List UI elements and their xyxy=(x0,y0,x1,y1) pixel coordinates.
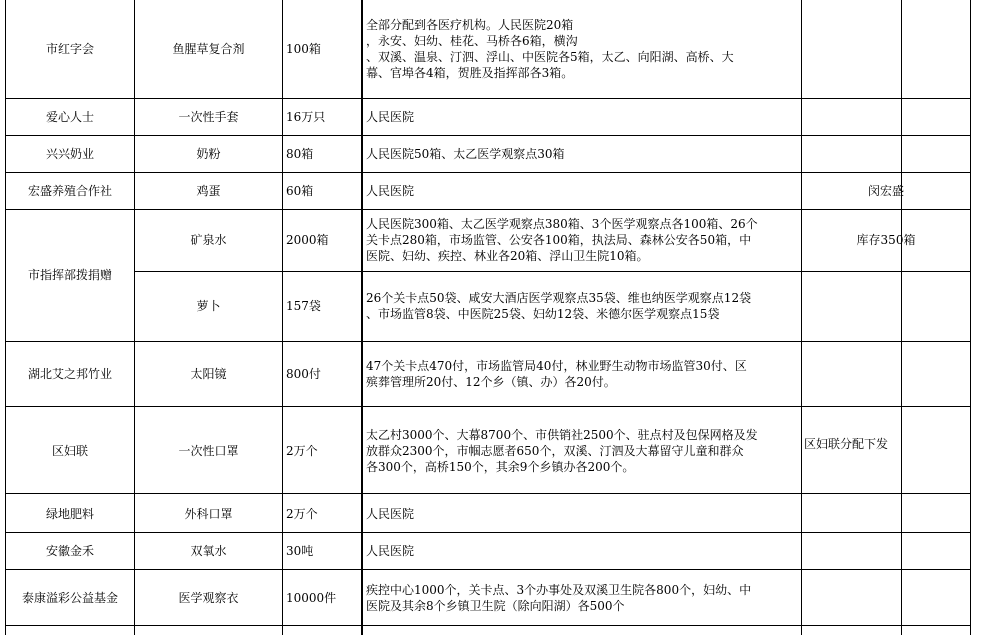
donor-cell: 爱心人士 xyxy=(45,110,94,124)
grid-line xyxy=(5,493,971,494)
qty-cell: 157袋 xyxy=(286,299,321,313)
distribution-line: 各300个，高桥150个，其余9个乡镇办各200个。 xyxy=(366,460,635,474)
distribution-line: 人民医院 xyxy=(366,110,415,124)
qty-cell: 2万个 xyxy=(286,507,318,521)
item-cell: 鱼腥草复合剂 xyxy=(172,42,245,56)
distribution-line: 殡葬管理所20付、12个乡（镇、办）各20付。 xyxy=(366,375,616,389)
item-cell: 外科口罩 xyxy=(184,507,233,521)
donor-cell: 宏盛养殖合作社 xyxy=(27,184,112,198)
item-cell: 太阳镜 xyxy=(190,367,227,381)
note-cell: 区妇联分配下发 xyxy=(804,437,889,451)
item-cell: 奶粉 xyxy=(196,147,221,161)
qty-cell: 2万个 xyxy=(286,444,318,458)
item-cell: 一次性口罩 xyxy=(178,444,239,458)
grid-line xyxy=(5,569,971,570)
donor-cell: 湖北艾之邦竹业 xyxy=(27,367,112,381)
item-cell: 一次性手套 xyxy=(178,110,239,124)
item-cell: 双氧水 xyxy=(190,544,227,558)
donor-cell: 绿地肥料 xyxy=(45,507,94,521)
grid-line xyxy=(5,135,971,136)
grid-line xyxy=(5,341,971,342)
donor-cell: 市红字会 xyxy=(45,42,94,56)
distribution-line: 医院、妇幼、疾控、林业各20箱、浮山卫生院10箱。 xyxy=(366,249,649,263)
grid-line xyxy=(282,0,283,635)
distribution-line: 26个关卡点50袋、咸安大酒店医学观察点35袋、维也纳医学观察点12袋 xyxy=(366,291,752,305)
distribution-line: ，永安、妇幼、桂花、马桥各6箱，横沟 xyxy=(366,34,578,48)
grid-line xyxy=(901,0,902,635)
note-cell: 闵宏盛 xyxy=(867,184,904,198)
distribution-line: 全部分配到各医疗机构。人民医院20箱 xyxy=(366,18,574,32)
grid-line xyxy=(970,0,971,635)
qty-cell: 16万只 xyxy=(286,110,326,124)
qty-cell: 10000件 xyxy=(286,591,337,605)
distribution-line: 人民医院 xyxy=(366,184,415,198)
qty-cell: 80箱 xyxy=(286,147,314,161)
qty-cell: 100箱 xyxy=(286,42,321,56)
grid-line xyxy=(5,625,971,626)
qty-cell: 30吨 xyxy=(286,544,314,558)
distribution-line: 、双溪、温泉、汀泗、浮山、中医院各5箱，太乙、向阳湖、高桥、大 xyxy=(366,50,734,64)
qty-cell: 800付 xyxy=(286,367,321,381)
grid-line xyxy=(801,0,802,635)
distribution-line: 放群众2300个，市帼志愿者650个，双溪、汀泗及大幕留守儿童和群众 xyxy=(366,444,744,458)
donor-cell: 泰康溢彩公益基金 xyxy=(21,591,118,605)
note-cell: 库存350箱 xyxy=(856,233,916,247)
donor-cell: 安徽金禾 xyxy=(45,544,94,558)
item-cell: 鸡蛋 xyxy=(196,184,221,198)
qty-cell: 60箱 xyxy=(286,184,314,198)
grid-line xyxy=(5,98,971,99)
donor-cell: 区妇联 xyxy=(51,444,88,458)
grid-line xyxy=(5,172,971,173)
distribution-line: 人民医院300箱、太乙医学观察点380箱、3个医学观察点各100箱、26个 xyxy=(366,217,758,231)
donor-cell: 兴兴奶业 xyxy=(45,147,94,161)
grid-line xyxy=(5,209,971,210)
distribution-line: 太乙村3000个、大幕8700个、市供销社2500个、驻点村及包保网格及发 xyxy=(366,428,758,442)
distribution-line: 人民医院 xyxy=(366,544,415,558)
donor-cell: 市指挥部拨捐赠 xyxy=(27,268,112,282)
distribution-line: 人民医院 xyxy=(366,507,415,521)
grid-line xyxy=(5,406,971,407)
grid-line xyxy=(5,532,971,533)
item-cell: 萝卜 xyxy=(196,299,221,313)
grid-line xyxy=(134,0,135,635)
distribution-line: 47个关卡点470付，市场监管局40付，林业野生动物市场监管30付、区 xyxy=(366,359,747,373)
distribution-line: 幕、官埠各4箱，贺胜及指挥部各3箱。 xyxy=(366,66,574,80)
grid-line xyxy=(5,0,6,635)
qty-cell: 2000箱 xyxy=(286,233,329,247)
grid-line xyxy=(134,271,971,272)
distribution-line: 人民医院50箱、太乙医学观察点30箱 xyxy=(366,147,565,161)
distribution-line: 、市场监管8袋、中医院25袋、妇幼12袋、米德尔医学观察点15袋 xyxy=(366,307,720,321)
item-cell: 矿泉水 xyxy=(190,233,227,247)
distribution-line: 关卡点280箱，市场监管、公安各100箱，执法局、森林公安各50箱，中 xyxy=(366,233,752,247)
distribution-line: 疾控中心1000个，关卡点、3个办事处及双溪卫生院各800个，妇幼、中 xyxy=(366,583,752,597)
distribution-line: 医院及其余8个乡镇卫生院（除向阳湖）各500个 xyxy=(366,599,625,613)
item-cell: 医学观察衣 xyxy=(178,591,239,605)
